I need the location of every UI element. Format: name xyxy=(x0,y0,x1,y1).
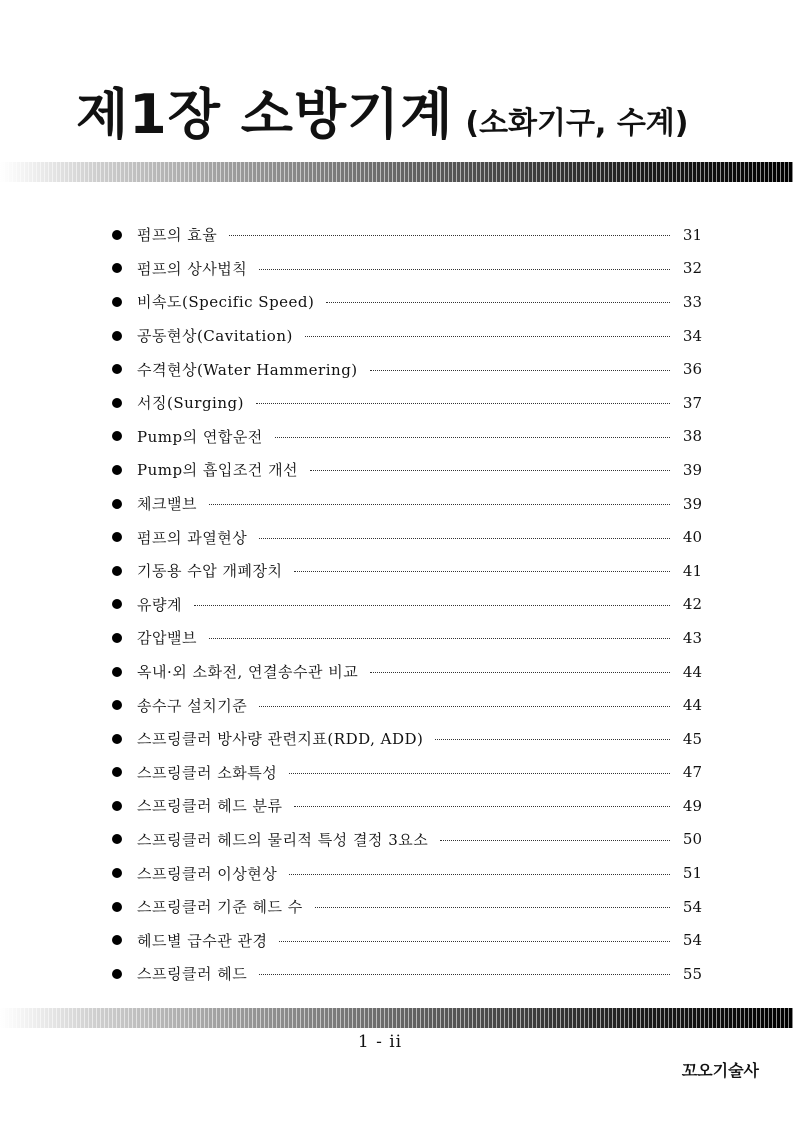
header-gradient-band xyxy=(0,162,793,182)
bullet-icon xyxy=(112,767,122,777)
toc-item[interactable] xyxy=(112,722,702,756)
toc-item-label: Pump의 흡입조건 개선 xyxy=(137,461,299,480)
bullet-icon xyxy=(112,935,122,945)
bullet-icon xyxy=(112,263,122,273)
table-of-contents xyxy=(112,218,702,991)
toc-item-page-number: 47 xyxy=(682,763,702,782)
toc-item-label: 스프링클러 기준 헤드 수 xyxy=(137,898,303,917)
toc-item-label: 헤드별 급수관 관경 xyxy=(137,931,268,950)
toc-item-label: 체크밸브 xyxy=(137,495,197,514)
toc-item-label: 비속도(Specific Speed) xyxy=(137,293,315,312)
toc-item[interactable] xyxy=(112,756,702,790)
dot-leader xyxy=(289,874,670,875)
dot-leader xyxy=(279,941,670,942)
toc-item-label: 펌프의 상사법칙 xyxy=(137,259,248,278)
dot-leader xyxy=(259,538,670,539)
dot-leader xyxy=(289,773,670,774)
bullet-icon xyxy=(112,801,122,811)
footer-gradient-band xyxy=(0,1008,793,1028)
toc-item-label: 스프링클러 헤드의 물리적 특성 결정 3요소 xyxy=(137,830,429,849)
toc-item-page-number: 37 xyxy=(682,393,702,412)
bullet-icon xyxy=(112,700,122,710)
toc-item-page-number: 41 xyxy=(682,561,702,580)
toc-item-page-number: 34 xyxy=(682,326,702,345)
dot-leader xyxy=(370,672,670,673)
dot-leader xyxy=(275,437,670,438)
bullet-icon xyxy=(112,398,122,408)
bullet-icon xyxy=(112,431,122,441)
toc-item[interactable] xyxy=(112,487,702,521)
toc-item-page-number: 31 xyxy=(682,225,702,244)
toc-item-page-number: 42 xyxy=(682,595,702,614)
bullet-icon xyxy=(112,499,122,509)
toc-item[interactable] xyxy=(112,386,702,420)
bullet-icon xyxy=(112,599,122,609)
dot-leader xyxy=(209,638,670,639)
dot-leader xyxy=(259,974,670,975)
dot-leader xyxy=(315,907,670,908)
toc-item-page-number: 32 xyxy=(682,259,702,278)
chapter-title xyxy=(76,83,689,146)
toc-item[interactable] xyxy=(112,890,702,924)
toc-item[interactable] xyxy=(112,621,702,655)
toc-item[interactable] xyxy=(112,923,702,957)
toc-item-page-number: 54 xyxy=(682,897,702,916)
toc-item[interactable] xyxy=(112,218,702,252)
bullet-icon xyxy=(112,734,122,744)
dot-leader xyxy=(259,706,670,707)
dot-leader xyxy=(294,571,670,572)
toc-item-page-number: 50 xyxy=(682,830,702,849)
toc-item[interactable] xyxy=(112,554,702,588)
toc-item-page-number: 55 xyxy=(682,964,702,983)
toc-item-label: 서징(Surging) xyxy=(137,394,244,413)
bullet-icon xyxy=(112,902,122,912)
toc-item-label: 공동현상(Cavitation) xyxy=(137,327,293,346)
toc-item-label: 송수구 설치기준 xyxy=(137,696,248,715)
toc-item-page-number: 45 xyxy=(682,729,702,748)
bullet-icon xyxy=(112,834,122,844)
toc-item[interactable] xyxy=(112,453,702,487)
toc-item[interactable] xyxy=(112,789,702,823)
dot-leader xyxy=(256,403,670,404)
toc-item[interactable] xyxy=(112,352,702,386)
toc-item-page-number: 51 xyxy=(682,864,702,883)
toc-item[interactable] xyxy=(112,520,702,554)
toc-item-page-number: 38 xyxy=(682,427,702,446)
toc-item-page-number: 44 xyxy=(682,696,702,715)
dot-leader xyxy=(370,370,670,371)
toc-item-page-number: 33 xyxy=(682,292,702,311)
bullet-icon xyxy=(112,868,122,878)
toc-item-label: Pump의 연합운전 xyxy=(137,427,263,446)
toc-item[interactable] xyxy=(112,856,702,890)
dot-leader xyxy=(310,470,670,471)
bullet-icon xyxy=(112,465,122,475)
bullet-icon xyxy=(112,566,122,576)
toc-item[interactable] xyxy=(112,655,702,689)
toc-item-label: 스프링클러 방사량 관련지표(RDD, ADD) xyxy=(137,730,424,749)
toc-item-label: 기동용 수압 개폐장치 xyxy=(137,562,283,581)
footer-brand: 꼬오기술사 xyxy=(681,1061,759,1080)
toc-item-label: 수격현상(Water Hammering) xyxy=(137,360,358,379)
toc-item-page-number: 49 xyxy=(682,796,702,815)
toc-item[interactable] xyxy=(112,252,702,286)
toc-item-label: 유량계 xyxy=(137,595,182,614)
toc-item-label: 스프링클러 이상현상 xyxy=(137,864,278,883)
chapter-title-main: 제1장 소방기계 xyxy=(76,83,454,146)
toc-item-page-number: 54 xyxy=(682,931,702,950)
toc-item-page-number: 36 xyxy=(682,360,702,379)
bullet-icon xyxy=(112,364,122,374)
bullet-icon xyxy=(112,667,122,677)
bullet-icon xyxy=(112,969,122,979)
dot-leader xyxy=(294,806,670,807)
footer-page-number: 1 - ii xyxy=(357,1032,403,1052)
toc-item[interactable] xyxy=(112,420,702,454)
bullet-icon xyxy=(112,633,122,643)
toc-item-label: 옥내·외 소화전, 연결송수관 비교 xyxy=(137,663,359,682)
bullet-icon xyxy=(112,297,122,307)
toc-item-label: 감압밸브 xyxy=(137,629,197,648)
toc-item-page-number: 40 xyxy=(682,528,702,547)
toc-item-page-number: 43 xyxy=(682,628,702,647)
dot-leader xyxy=(209,504,670,505)
dot-leader xyxy=(194,605,670,606)
toc-item[interactable] xyxy=(112,688,702,722)
toc-item[interactable] xyxy=(112,319,702,353)
toc-item-page-number: 39 xyxy=(682,494,702,513)
dot-leader xyxy=(440,840,670,841)
bullet-icon xyxy=(112,331,122,341)
toc-item[interactable] xyxy=(112,957,702,991)
toc-item[interactable] xyxy=(112,823,702,857)
dot-leader xyxy=(435,739,670,740)
dot-leader xyxy=(305,336,670,337)
toc-item-label: 스프링클러 소화특성 xyxy=(137,763,278,782)
toc-item-page-number: 44 xyxy=(682,662,702,681)
toc-item-page-number: 39 xyxy=(682,460,702,479)
toc-item-label: 펌프의 효율 xyxy=(137,226,218,245)
bullet-icon xyxy=(112,230,122,240)
toc-item-label: 스프링클러 헤드 분류 xyxy=(137,797,283,816)
chapter-title-sub: (소화기구, 수계) xyxy=(465,106,689,141)
dot-leader xyxy=(229,235,670,236)
toc-item-label: 펌프의 과열현상 xyxy=(137,528,248,547)
bullet-icon xyxy=(112,532,122,542)
toc-item-label: 스프링클러 헤드 xyxy=(137,965,248,984)
toc-item[interactable] xyxy=(112,285,702,319)
toc-item[interactable] xyxy=(112,588,702,622)
dot-leader xyxy=(326,302,670,303)
dot-leader xyxy=(259,269,670,270)
